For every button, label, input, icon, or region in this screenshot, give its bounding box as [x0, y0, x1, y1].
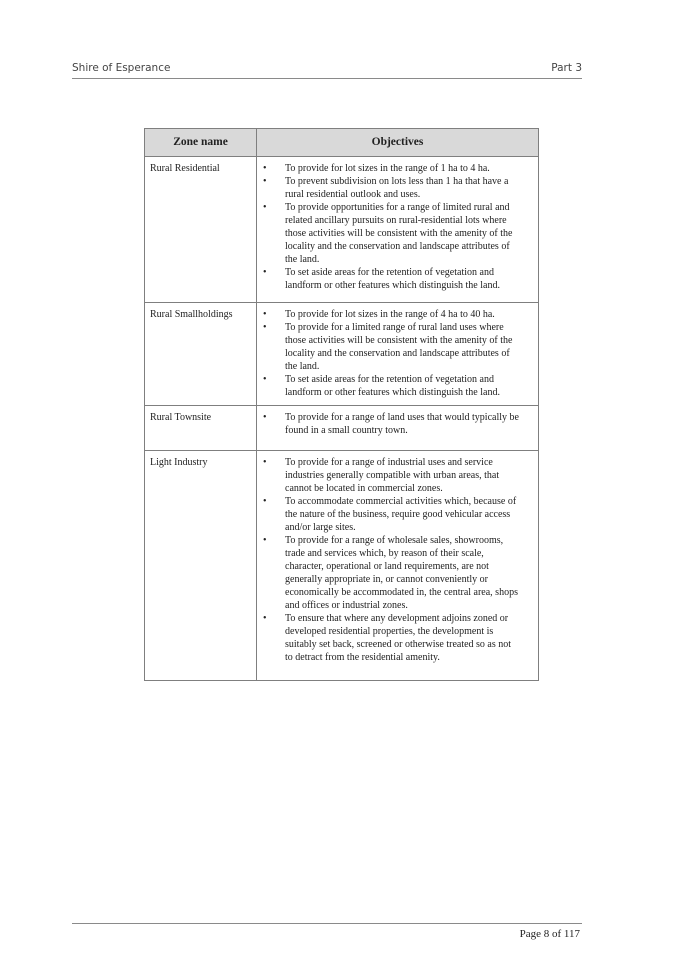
- objective-text: To provide for a range of land uses that would typically be found in a small country town.: [285, 412, 519, 436]
- objective-text: To ensure that where any development adjoins zoned or developed residential properties, the development is suitably set back, screened or otherwise treated so as not to detract from the residential amenity.: [285, 613, 512, 663]
- objectives-list: [257, 303, 538, 405]
- table-row: [145, 451, 539, 681]
- objectives-list: [257, 406, 538, 450]
- zone-name-cell: Rural Townsite: [145, 406, 257, 451]
- zones-table: [144, 128, 539, 681]
- objectives-cell: [257, 157, 539, 303]
- list-item: [263, 456, 520, 495]
- objective-text: To provide for a range of wholesale sales, showrooms, trade and services which, by reason of their scale, character, operational or land requirements, are not generally appropriate in, or cannot conveniently or economically be accommodated in, the central area, shops and offices or industrial zones.: [285, 535, 518, 611]
- bullet-icon: •: [263, 322, 267, 333]
- column-header-objectives: Objectives: [257, 129, 539, 157]
- objective-text: To accommodate commercial activities which, because of the nature of the business, require good vehicular access and/or large sites.: [285, 496, 517, 533]
- objective-text: To set aside areas for the retention of vegetation and landform or other features which distinguish the land.: [285, 374, 500, 398]
- bullet-icon: •: [263, 176, 267, 187]
- list-item: [263, 201, 520, 266]
- table-row: [145, 157, 539, 303]
- bullet-icon: •: [263, 412, 267, 423]
- table-header-row: [145, 129, 539, 157]
- objectives-cell: [257, 451, 539, 681]
- bullet-icon: •: [263, 374, 267, 385]
- objectives-cell: [257, 406, 539, 451]
- zone-name-cell: Light Industry: [145, 451, 257, 681]
- list-item: [263, 373, 520, 399]
- objective-text: To provide for lot sizes in the range of 1 ha to 4 ha.: [285, 163, 490, 174]
- bullet-icon: •: [263, 309, 267, 320]
- header-part: Part 3: [551, 62, 582, 74]
- objectives-list: [257, 451, 538, 680]
- bullet-icon: •: [263, 163, 267, 174]
- objectives-cell: [257, 303, 539, 406]
- objective-text: To provide for a limited range of rural land uses where those activities will be consistent with the amenity of the locality and the conservation and landscape attributes of the land.: [285, 322, 513, 372]
- bullet-icon: •: [263, 496, 267, 507]
- zone-name-cell: Rural Smallholdings: [145, 303, 257, 406]
- objective-text: To provide for a range of industrial uses and service industries generally compatible with urban areas, that cannot be located in commercial zones.: [285, 457, 500, 494]
- list-item: [263, 266, 520, 292]
- bullet-icon: •: [263, 202, 267, 213]
- list-item: [263, 534, 520, 612]
- table-row: [145, 303, 539, 406]
- page-footer: [72, 923, 582, 940]
- bullet-icon: •: [263, 267, 267, 278]
- objectives-list: [257, 157, 538, 302]
- objective-text: To provide for lot sizes in the range of 4 ha to 40 ha.: [285, 309, 495, 320]
- objective-text: To prevent subdivision on lots less than 1 ha that have a rural residential outlook and uses.: [285, 176, 509, 200]
- header-title: Shire of Esperance: [72, 62, 171, 74]
- list-item: [263, 175, 520, 201]
- list-item: [263, 321, 520, 373]
- bullet-icon: •: [263, 535, 267, 546]
- list-item: [263, 162, 520, 175]
- zone-name-cell: Rural Residential: [145, 157, 257, 303]
- objective-text: To provide opportunities for a range of limited rural and related ancillary pursuits on rural-residential lots where those activities will be consistent with the amenity of the locality and the conservation and landscape attributes of the land.: [285, 202, 513, 265]
- column-header-zone: Zone name: [145, 129, 257, 157]
- list-item: [263, 495, 520, 534]
- table-row: [145, 406, 539, 451]
- bullet-icon: •: [263, 457, 267, 468]
- list-item: [263, 612, 520, 664]
- objective-text: To set aside areas for the retention of vegetation and landform or other features which distinguish the land.: [285, 267, 500, 291]
- page-number: Page 8 of 117: [519, 928, 580, 940]
- bullet-icon: •: [263, 613, 267, 624]
- list-item: [263, 308, 520, 321]
- list-item: [263, 411, 520, 437]
- page-header: [72, 62, 582, 79]
